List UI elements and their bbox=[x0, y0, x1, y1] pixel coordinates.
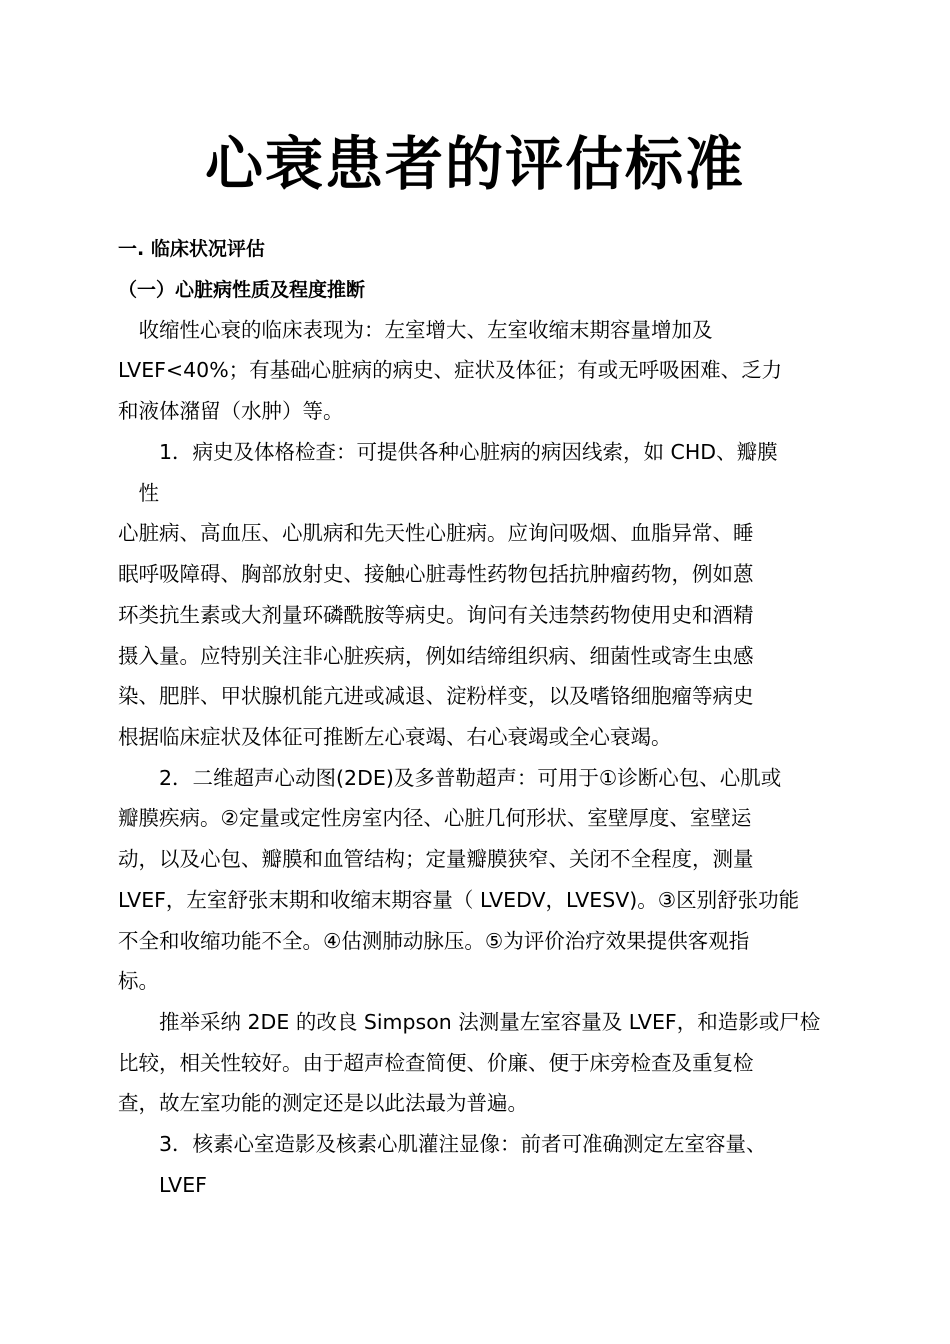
paragraph-line: LVEF，左室舒张末期和收缩末期容量（ LVEDV，LVESV)。③区别舒张功能 bbox=[118, 888, 800, 912]
paragraph-line: 眠呼吸障碍、胸部放射史、接触心脏毒性药物包括抗肿瘤药物，例如蒽 bbox=[118, 562, 754, 586]
paragraph-line: 1．病史及体格检查：可提供各种心脏病的病因线索，如 CHD、瓣膜 bbox=[118, 440, 778, 464]
paragraph-line: LVEF bbox=[118, 1173, 207, 1197]
section-heading: 一. 临床状况评估 bbox=[118, 238, 265, 260]
paragraph-line: 瓣膜疾病。②定量或定性房室内径、心脏几何形状、室壁厚度、室壁运 bbox=[118, 806, 752, 830]
paragraph-line: LVEF<40%；有基础心脏病的病史、症状及体征；有或无呼吸困难、乏力 bbox=[118, 358, 783, 382]
paragraph-line: 染、肥胖、甲状腺机能亢进或减退、淀粉样变，以及嗜铬细胞瘤等病史 bbox=[118, 684, 754, 708]
paragraph-line: 3．核素心室造影及核素心肌灌注显像：前者可准确测定左室容量、 bbox=[118, 1132, 767, 1156]
paragraph-line: 动，以及心包、瓣膜和血管结构；定量瓣膜狭窄、关闭不全程度，测量 bbox=[118, 847, 754, 871]
paragraph-line: 比较，相关性较好。由于超声检查简便、价廉、便于床旁检查及重复检 bbox=[118, 1051, 754, 1075]
paragraph-line: 不全和收缩功能不全。④估测肺动脉压。⑤为评价治疗效果提供客观指 bbox=[118, 929, 750, 953]
paragraph-line: 收缩性心衰的临床表现为：左室增大、左室收缩末期容量增加及 bbox=[118, 318, 713, 342]
paragraph-line: 心脏病、高血压、心肌病和先天性心脏病。应询问吸烟、血脂异常、睡 bbox=[118, 521, 754, 545]
subsection-heading: （一）心脏病性质及程度推断 bbox=[118, 279, 366, 301]
paragraph-line: 性 bbox=[118, 481, 159, 505]
paragraph-line: 摄入量。应特别关注非心脏疾病，例如结缔组织病、细菌性或寄生虫感 bbox=[118, 644, 754, 668]
paragraph-line: 2．二维超声心动图(2DE)及多普勒超声：可用于①诊断心包、心肌或 bbox=[118, 766, 782, 790]
paragraph-line: 推举采纳 2DE 的改良 Simpson 法测量左室容量及 LVEF，和造影或尸检 bbox=[118, 1010, 821, 1034]
paragraph-line: 查，故左室功能的测定还是以此法最为普遍。 bbox=[118, 1091, 528, 1115]
paragraph-line: 标。 bbox=[118, 969, 159, 993]
document-title: 心衰患者的评估标准 bbox=[204, 130, 745, 198]
paragraph-line: 根据临床症状及体征可推断左心衰竭、右心衰竭或全心衰竭。 bbox=[118, 725, 672, 749]
paragraph-line: 环类抗生素或大剂量环磷酰胺等病史。询问有关违禁药物使用史和酒精 bbox=[118, 603, 754, 627]
paragraph-line: 和液体潴留（水肿）等。 bbox=[118, 399, 344, 423]
